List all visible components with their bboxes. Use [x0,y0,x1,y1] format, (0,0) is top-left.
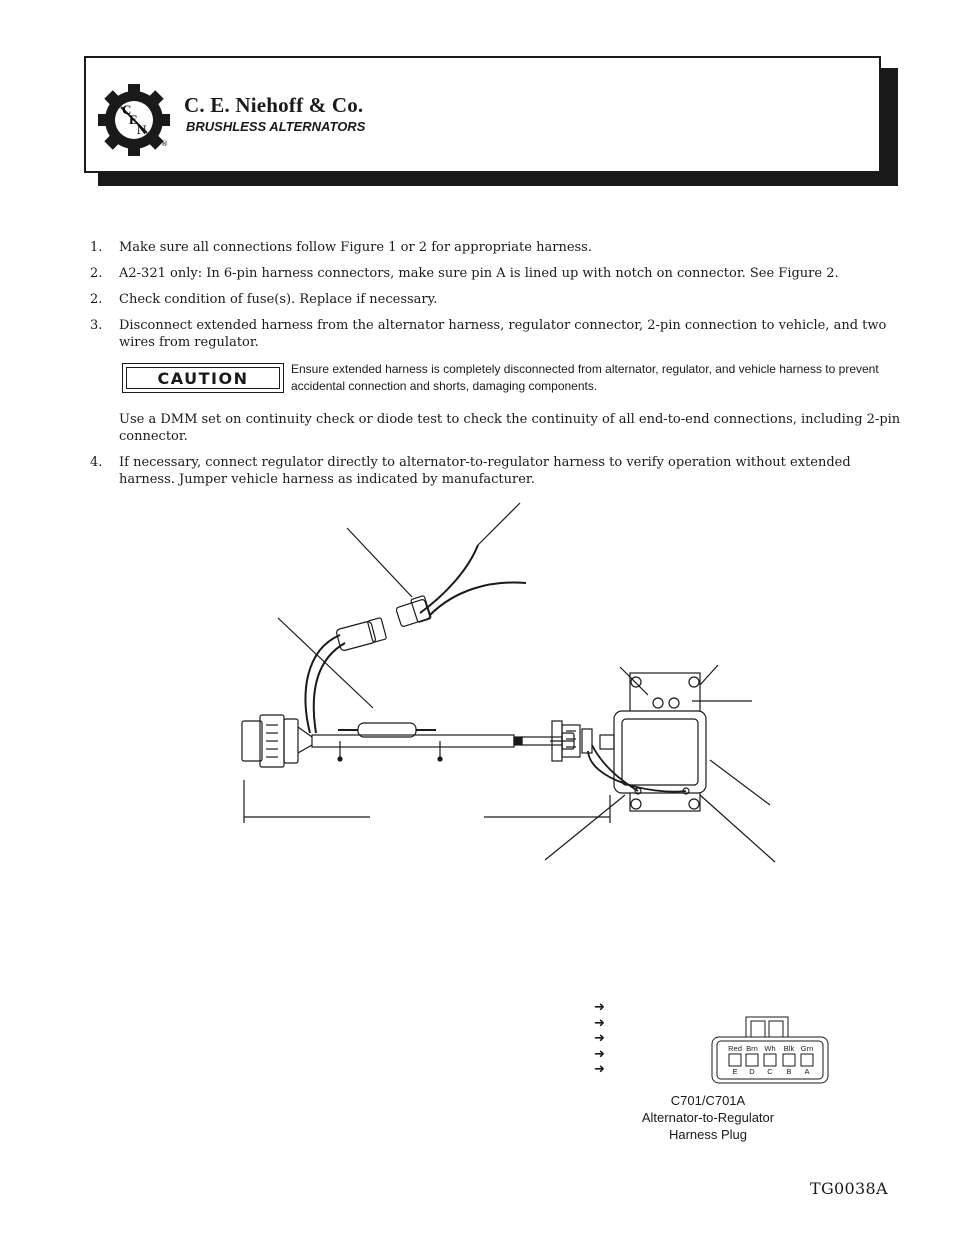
pin-letter-label: E [732,1067,738,1076]
harness-plug-drawing [708,1015,833,1087]
arrow-right-icon: ➜ [594,1031,605,1046]
leader-line [278,618,373,708]
step-item [90,317,905,351]
step-number: 1. [90,240,103,255]
instruction-steps [90,239,905,360]
step-item [90,265,905,282]
step-number: 3. [90,318,103,333]
caution-block [119,360,909,400]
harness-wiring-diagram [230,495,790,875]
plug-caption-line: C701/C701A [670,1093,746,1108]
arrow-right-icon: ➜ [594,1062,605,1077]
step-number: 2. [90,266,103,281]
caution-label: CAUTION [126,367,280,389]
leader-line [545,795,625,860]
pin-letter-label: B [786,1067,792,1076]
pin-socket [764,1054,776,1066]
company-name: C. E. Niehoff & Co. [184,93,364,117]
step-number: 4. [90,455,103,470]
wire-color-label: Blk [783,1044,795,1053]
leader-line [700,665,718,685]
step-text: A2-321 only: In 6-pin harness connectors, make sure pin A is lined up with notch on connector. See Figure 2. [119,266,839,281]
step-text: If necessary, connect regulator directly to alternator-to-regulator harness to verify operation without extended harness. Jumper vehicle harness as indicated by manufacturer. [119,455,851,487]
pin-socket [783,1054,795,1066]
pin-socket [729,1054,741,1066]
pin-letter-label: A [804,1067,810,1076]
arrow-right-icon: ➜ [594,1000,605,1015]
svg-text:E: E [129,112,138,127]
plug-caption-line: Harness Plug [668,1127,748,1142]
document-number: TG0038A [810,1179,888,1198]
leader-line [620,667,648,695]
dmm-paragraph: Use a DMM set on continuity check or diode test to check the continuity of all end-to-end connections, including 2-pin connector. [119,412,901,444]
two-pin-connector-pair [336,595,432,651]
caution-text: Ensure extended harness is completely disconnected from alternator, regulator, and vehicle harness to prevent accidental connection and shorts, damaging components. [291,362,879,393]
pin-letter-label: D [749,1067,755,1076]
step-item [90,291,905,308]
six-pin-harness-connector [242,715,298,767]
wire-color-label: Wh [764,1044,776,1053]
wire-color-label: Brn [746,1044,758,1053]
step-text: Check condition of fuse(s). Replace if necessary. [119,292,438,307]
leader-line [478,503,520,545]
step-number: 2. [90,292,103,307]
caution-badge [122,363,284,393]
leader-line [347,528,412,597]
step-item [90,239,905,256]
svg-text:®: ® [161,140,168,148]
arrow-right-icon: ➜ [594,1015,605,1031]
plug-caption-line: Alternator-to-Regulator [641,1110,775,1125]
plug-caption [628,1092,788,1143]
svg-text:C: C [122,102,132,117]
pin-letter-label: C [767,1067,773,1076]
plug-arrow-list [594,1000,616,1078]
company-subtitle: BRUSHLESS ALTERNATORS [186,119,366,134]
step-item [90,454,905,488]
company-logo [98,84,170,156]
arrow-right-icon: ➜ [594,1046,605,1062]
pin-socket [746,1054,758,1066]
svg-text:N: N [137,122,147,137]
step-text: Disconnect extended harness from the alternator harness, regulator connector, 2-pin connection to vehicle, and two wires from regulator. [119,318,887,350]
wire-color-label: Grn [800,1044,814,1053]
wire-color-label: Red [728,1044,742,1053]
leader-line [710,760,770,805]
pin-socket [801,1054,813,1066]
leader-line [700,795,775,862]
step-text: Make sure all connections follow Figure 1 or 2 for appropriate harness. [119,240,592,255]
